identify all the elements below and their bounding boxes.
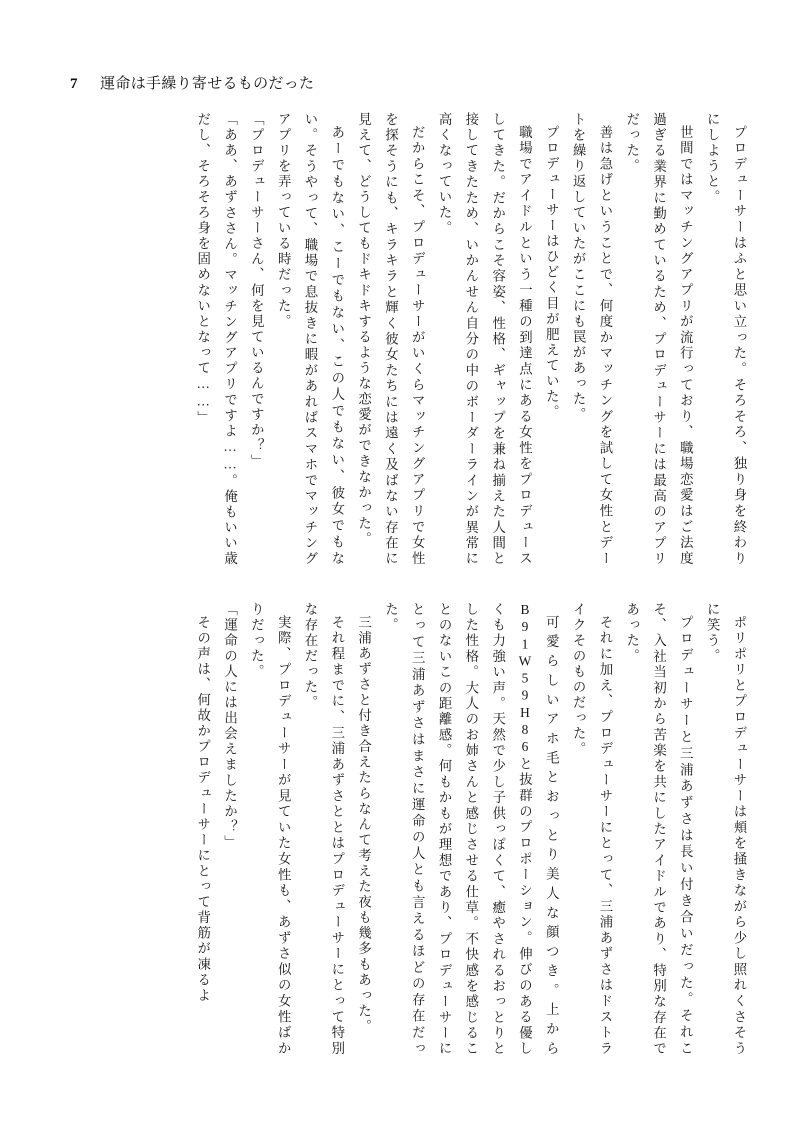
paragraph: 三浦あずさと付き合えたらなんて考えた夜も幾多もあった。 bbox=[356, 615, 372, 1036]
paragraph: その声は、何故かプロデューサーにとって背筋が凍るよ bbox=[195, 615, 211, 1004]
page-number: 7 bbox=[70, 76, 79, 92]
paragraph: 実際、プロデューサーが見ていた女性も、あずさ似の女性ばかりだった。 bbox=[249, 602, 292, 1057]
paragraph: あーでもない、こーでもない、この人でもない、彼女でもない。そうやって、職場で息抜きに暇があればスマホでマッチングアプリを弄っている時だった。 bbox=[276, 112, 345, 567]
paragraph: 善は急げということで、何度かマッチングを試して女性とデートを繰り返していたがここにも罠があった。 bbox=[571, 112, 613, 567]
paragraph: 職場でアイドルという一種の到達点にある女性をプロデュースしてきた。だからこそ容姿、性格、ギャップを兼ね揃えた人間と接してきたため、いかんせん自分の中のボーダーラインが異常に高くなっていた。 bbox=[437, 112, 533, 567]
paragraph: プロデューサーはふと思い立った。そろそろ、独り身を終わりにしようと。 bbox=[705, 112, 747, 567]
paragraph: プロデューサーはひどく目が肥えていた。 bbox=[544, 125, 560, 421]
paragraph: 世間ではマッチングアプリが流行っており、職場恋愛はご法度過ぎる業界に勤めているため、プロデューサーには最高のアプリだった。 bbox=[624, 112, 694, 567]
paragraph: プロデューサーと三浦あずさは長い付き合いだった。それこそ、入社当初から苦楽を共にしたアイドルであり、特別な存在であった。 bbox=[624, 602, 694, 1057]
paragraph: ポリポリとプロデューサーは頬を掻きながら少し照れくさそうに笑う。 bbox=[705, 602, 747, 1057]
paragraph: それに加え、プロデューサーにとって、三浦あずさはドストライクそのものだった。 bbox=[571, 602, 613, 1057]
paragraph: 可愛らしいアホ毛とおっとり美人な顔つき。上からB91W59H86と抜群のプロポーション。伸びのある優しくも力強い声。天然で少し子供っぽくて、癒やされるおっとりとした性格。大人のお姉さんと感じさせる仕草。不快感を感じることのないこの距離感。何もかもが理想であり、プロデューサーにとって三浦あずさはまさに運命の人とも言えるほどの存在だった。 bbox=[383, 602, 560, 1057]
paragraph: それ程までに、三浦あずさととはプロデューサーにとって特別な存在だった。 bbox=[303, 602, 345, 1057]
dialogue-line: 「ああ、あずささん。マッチングアプリですよ……。俺もいい歳だし、そろそろ身を固めないとなって……」 bbox=[195, 112, 238, 567]
paragraph: だからこそ、プロデューサーがいくらマッチングアプリで女性を探そうにも、キラキラと輝く彼女たちには遠く及ばない存在に見えて、どうしてもドキドキするような恋愛ができなかった。 bbox=[356, 112, 426, 567]
chapter-title: 運命は手繰り寄せるものだった bbox=[100, 76, 315, 92]
text-block-upper bbox=[189, 112, 752, 567]
text-block-lower bbox=[189, 602, 752, 1057]
dialogue-line: 「プロデューサーさん、何を見ているんですか？」 bbox=[249, 112, 265, 470]
page-body bbox=[52, 112, 752, 1072]
dialogue-line: 「運命の人には出会えましたか？」 bbox=[222, 602, 238, 851]
running-head bbox=[70, 72, 314, 93]
